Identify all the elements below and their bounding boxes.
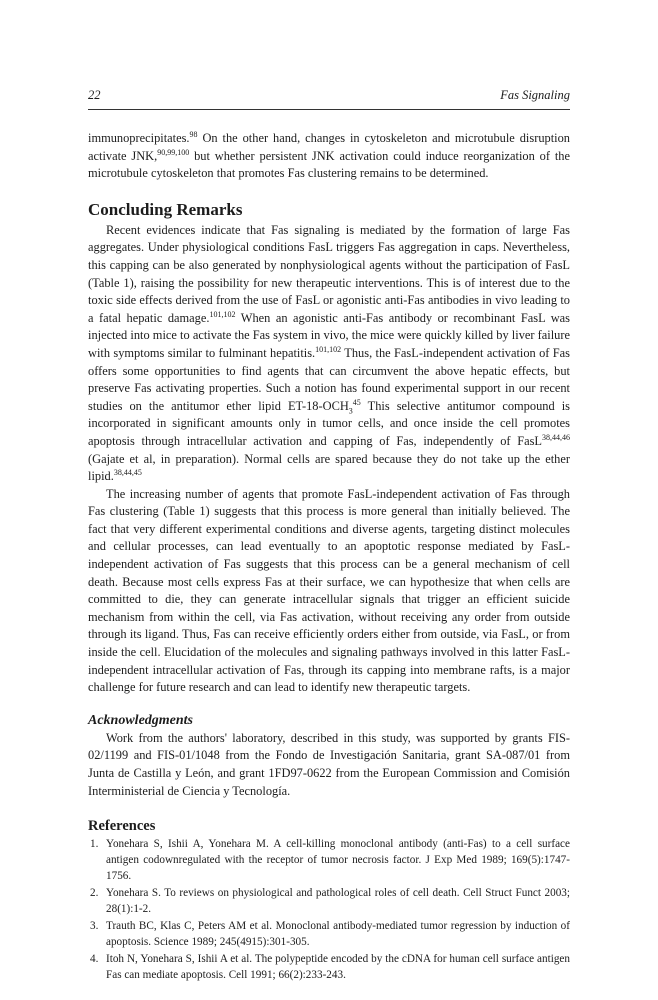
concluding-paragraph-2: The increasing number of agents that promote FasL-independent activation of Fas through Fas clustering (Table 1) suggests that this process is more general than initially believed. The fact that very different experimental conditions and diverse agents, targeting distinct molecules and cellular processes, can lead eventually to an apoptotic response mediated by FasL-independent activation of Fas suggests that this process can be a general mechanism of cell death. Because most cells express Fas at their surface, we can hypothesize that when cells are committed to die, they can generate intracellular signals that trigger an efficient suicide mechanism from within the cell, via Fas activation, without receiving any order from outside through its ligand. Thus, Fas can receive efficiently orders either from outside, via FasL, or from inside the cell. Elucidation of the molecules and signaling pathways involved in this latter FasL-independent intracellular activation of Fas, through its capping into membrane rafts, is a major challenge for future research and can lead to identify new therapeutic targets. <box>88 486 570 695</box>
references-list <box>88 836 570 983</box>
section-heading-acknowledgments: Acknowledgments <box>88 712 194 728</box>
intro-text-a: immunoprecipitates. <box>88 131 190 145</box>
text: This selective antitumor compound is incorporated in significant amounts only in tumor cells, and once inside the cell promotes apoptosis through intracellular activation and capping of Fas, independently of FasL <box>88 398 570 448</box>
citation: 101,102 <box>315 344 342 354</box>
reference-text: Yonehara S. To reviews on physiological and pathological roles of cell death. Cell Struct Funct 2003; 28(1):1-2. <box>106 887 570 916</box>
text: When an agonistic anti-Fas antibody or recombinant FasL was injected into mice to activate the Fas system in vivo, the mice were quickly killed by liver failure with symptoms similar to fulminant hepatitis. <box>88 310 570 360</box>
reference-item <box>88 836 570 884</box>
reference-number: 1. <box>90 838 99 851</box>
citation: 90,99,100 <box>157 147 190 157</box>
citation: 98 <box>189 129 198 139</box>
reference-item <box>88 885 570 917</box>
citation: 45 <box>352 397 361 407</box>
header-rule <box>88 109 570 110</box>
section-heading-references: References <box>88 818 156 835</box>
text: Thus, the FasL-independent activation of Fas offers some opportunities to find agents that can circumvent the above hepatic effects, but preserve Fas activating properties. Such a notion has found experimental support in our recent studies on the antitumor ether lipid ET-18-OCH <box>88 345 570 413</box>
concluding-paragraph-1 <box>88 222 570 486</box>
running-header <box>88 88 570 103</box>
subscript: 3 <box>348 406 353 416</box>
citation: 38,44,46 <box>542 432 570 442</box>
citation: 101,102 <box>209 309 236 319</box>
reference-number: 2. <box>90 887 99 900</box>
intro-paragraph <box>88 130 570 183</box>
reference-item <box>88 951 570 983</box>
section-heading-concluding: Concluding Remarks <box>88 199 243 219</box>
page-number: 22 <box>88 88 101 102</box>
reference-text: Yonehara S, Ishii A, Yonehara M. A cell-killing monoclonal antibody (anti-Fas) to a cell surface antigen codownregulated with the receptor of tumor necrosis factor. J Exp Med 1989; 169(5):1747-1756. <box>106 838 570 883</box>
reference-number: 4. <box>90 953 99 966</box>
intro-text-b: On the other hand, changes in cytoskeleton and microtubule disruption activate JNK, <box>88 131 570 163</box>
intro-text-c: but whether persistent JNK activation could induce reorganization of the microtubule cytoskeleton that promotes Fas clustering remains to be determined. <box>88 148 570 181</box>
page <box>88 88 570 984</box>
citation: 38,44,45 <box>113 467 142 477</box>
reference-item <box>88 918 570 950</box>
acknowledgments-paragraph: Work from the authors' laboratory, described in this study, was supported by grants FIS-02/1199 and FIS-01/1048 from the Fondo de Investigación Sanitaria, grant SA-087/01 from Junta de Castilla y León, and grant 1FD97-0622 from the European Commission and Comisión Interministerial de Ciencia y Tecnología. <box>88 730 570 798</box>
running-title: Fas Signaling <box>500 88 570 102</box>
text: Recent evidences indicate that Fas signaling is mediated by the formation of large Fas aggregates. Under physiological conditions FasL triggers Fas aggregation in caps. Nevertheless, this capping can be also generated by nonphysiological agents without the participation of FasL (Table 1), raising the possibility for new therapeutic interventions. This is of interest due to the toxic side effects derived from the use of FasL or agonistic anti-Fas antibodies in vivo leading to a fatal hepatic damage. <box>88 222 570 325</box>
reference-text: Itoh N, Yonehara S, Ishii A et al. The polypeptide encoded by the cDNA for human cell surface antigen Fas can mediate apoptosis. Cell 1991; 66(2):233-243. <box>106 953 570 982</box>
text: (Gajate et al, in preparation). Normal cells are spared because they do not take up the ether lipid. <box>88 451 570 484</box>
reference-text: Trauth BC, Klas C, Peters AM et al. Monoclonal antibody-mediated tumor regression by induction of apoptosis. Science 1989; 245(4915):301-305. <box>106 920 570 949</box>
reference-number: 3. <box>90 920 99 933</box>
